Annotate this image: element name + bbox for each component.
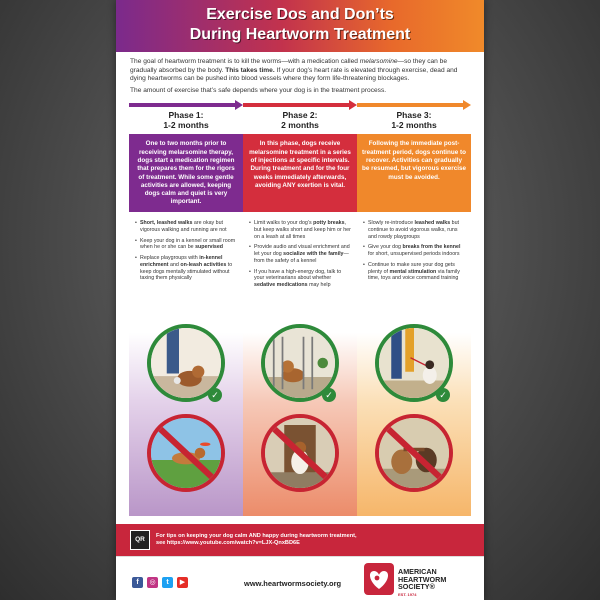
tip-bold: on-leash activities <box>180 261 227 268</box>
phase-1-summary: One to two months prior to receiving melarsomine therapy, dogs start a medication regimen that prepares them for the rigors of treatment. While some gentle activities are allowed, keeping dogs calm and quiet is very important. <box>129 134 243 212</box>
phase-2-column <box>243 134 357 516</box>
registered-mark: ® <box>429 582 435 592</box>
tip-text: to keep dogs mentally stimulated without taxing them physically <box>140 261 233 282</box>
tip-bold: leashed walks <box>414 220 451 227</box>
intro-paragraph-2: The amount of exercise that’s safe depends where your dog is in the treatment process. <box>130 86 387 94</box>
tip-text: Replace playgroups with <box>140 255 200 262</box>
tip-bold: breaks from the kennel <box>402 244 461 251</box>
tip-text: for short, unsupervised periods indoors <box>368 251 460 258</box>
tip-bold: Short, leashed walks <box>140 220 193 227</box>
social-links <box>132 577 188 588</box>
phase-3-tips <box>357 212 471 318</box>
check-icon: ✓ <box>322 388 336 402</box>
brand-society: SOCIETY <box>398 582 430 592</box>
tip-bold: potty breaks <box>313 220 345 227</box>
tip-text: Give your dog <box>368 244 403 251</box>
tip-text: are okay but vigorous walking and running are not <box>140 220 227 234</box>
brand-line-2: HEARTWORM <box>398 574 447 584</box>
twitter-icon[interactable]: t <box>162 577 173 588</box>
video-tip-text <box>156 533 357 547</box>
phase-1-arrow <box>129 100 243 110</box>
intro-text-a: The goal of heartworm treatment is to kill the worms—with a medication called <box>130 58 360 65</box>
instagram-icon[interactable]: ◎ <box>147 577 158 588</box>
tip-bold: in-kennel enrichment <box>140 255 223 268</box>
intro-emphasis: This takes time. <box>225 66 275 74</box>
tip-text: may help <box>307 282 331 288</box>
tip-text: and <box>168 261 181 268</box>
infographic-poster <box>116 0 484 600</box>
phase-arrows <box>116 98 484 110</box>
poster-footer <box>116 556 484 600</box>
phase-1-name: Phase 1: <box>168 110 204 121</box>
list-item <box>363 262 465 282</box>
youtube-icon[interactable]: ▶ <box>177 577 188 588</box>
video-tip-link[interactable]: see https://www.youtube.com/watch?v=LJX-QnxBD6E <box>156 540 300 546</box>
phase-3-name: Phase 3: <box>396 110 432 121</box>
tip-text: Keep your dog in a kennel or small room when he or she can be <box>140 237 236 251</box>
intro-text-b: —so they can be gradually absorbed by the body. <box>130 58 448 74</box>
list-item <box>249 244 351 264</box>
check-icon: ✓ <box>436 388 450 402</box>
list-item <box>363 220 465 240</box>
dont-illustration-dogs-tug <box>375 414 453 492</box>
phase-3-column <box>357 134 471 516</box>
phase-3-arrow <box>357 100 471 110</box>
tip-text: , but keep walks short and keep him or her on a leash at all times <box>254 220 351 240</box>
list-item <box>249 220 351 240</box>
dont-illustration-dog-running <box>147 414 225 492</box>
tip-text: —from the safety of a kennel <box>254 251 349 264</box>
tip-bold: mental stimulation <box>389 268 437 275</box>
video-tip-band <box>116 524 484 556</box>
list-item <box>135 238 237 251</box>
phase-2-tips <box>243 212 357 318</box>
tip-text: Provide audio and visual enrichment and let your dog <box>254 244 350 258</box>
phase-3-summary: Following the immediate post-treatment period, dogs continue to recover. Activities can gradually be resumed, but vigorous exercise must be avoided. <box>357 134 471 212</box>
brand-established: EST. 1974 <box>398 591 417 597</box>
intro-medication: melarsomine <box>359 58 398 65</box>
phase-3-illustrations <box>357 318 471 516</box>
tip-text: Continue to make sure your dog gets plenty of <box>368 261 455 275</box>
phase-3-duration: 1-2 months <box>391 120 437 131</box>
tip-text: via family time, toys and voice command training <box>368 268 460 282</box>
brand-line-1: AMERICAN <box>398 567 437 576</box>
phase-columns <box>116 134 484 516</box>
list-item <box>135 220 237 233</box>
phase-1-tips <box>129 212 243 318</box>
phase-headings <box>116 110 484 134</box>
list-item <box>135 255 237 282</box>
tip-text: Slowly re-introduce <box>368 220 415 227</box>
phase-1-heading <box>129 110 243 134</box>
dont-illustration-dog-jumping <box>261 414 339 492</box>
intro-paragraph-1 <box>130 58 470 84</box>
qr-code[interactable]: QR <box>130 530 150 550</box>
brand-name <box>398 568 446 598</box>
phase-2-illustrations <box>243 318 357 516</box>
website-link[interactable]: www.heartwormsociety.org <box>244 579 342 588</box>
phase-1-column <box>129 134 243 516</box>
intro-text-c: If your dog’s heart rate is elevated through exercise, dead and dying heartworms can be pushed into blood vessels where they form life-threatening blockages. <box>130 66 458 83</box>
video-tip-line-1: For tips on keeping your dog calm AND happy during heartworm treatment, <box>156 532 357 539</box>
brand-line-3 <box>398 583 446 591</box>
tip-text: Limit walks to your dog’s <box>254 220 314 227</box>
list-item <box>363 244 465 257</box>
heartworm-society-logo <box>364 563 394 595</box>
phase-2-summary: In this phase, dogs receive melarsomine treatment in a series of injections at specific intervals. During treatment and for the four weeks immediately afterwards, avoiding ANY exertion is vital. <box>243 134 357 212</box>
poster-header <box>116 0 484 52</box>
tip-bold: sedative medications <box>254 282 308 288</box>
tip-text: but continue to avoid vigorous walks, runs and rowdy playgroups <box>368 220 459 240</box>
tip-text: If you have a high-energy dog, talk to your veterinarians about whether <box>254 268 342 282</box>
phase-2-heading <box>243 110 357 134</box>
intro-text <box>116 52 484 95</box>
tip-bold: supervised <box>195 244 224 251</box>
phase-2-duration: 2 months <box>281 120 319 131</box>
phase-3-heading <box>357 110 471 134</box>
phase-2-arrow <box>243 100 357 110</box>
check-icon: ✓ <box>208 388 222 402</box>
phase-1-duration: 1-2 months <box>163 120 209 131</box>
title-line-1: Exercise Dos and Don’ts <box>206 6 394 23</box>
facebook-icon[interactable]: f <box>132 577 143 588</box>
phase-2-name: Phase 2: <box>282 110 318 121</box>
list-item <box>249 269 351 289</box>
tip-bold: socialize with the family <box>283 251 344 258</box>
title-line-2: During Heartworm Treatment <box>189 26 411 43</box>
phase-1-illustrations <box>129 318 243 516</box>
